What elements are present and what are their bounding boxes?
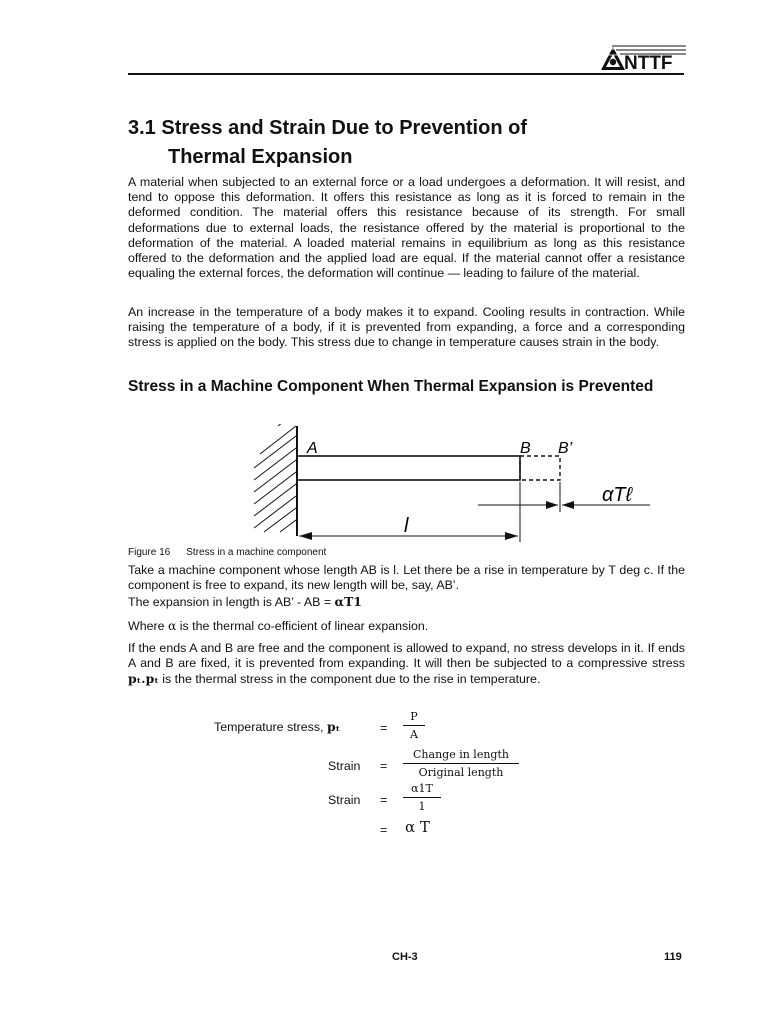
equals-4: = [380,823,388,837]
paragraph-1: A material when subjected to an external force or a load undergoes a deformation. It will resist, and tend to oppose this deformation. It offers this resistance as long as it is forced to remain in the deformed condition. The material offers this resistance because of its strength. For small deformations due to external loads, the resistance offered by the material is proportional to the deformation of the material. A loaded material remains in equilibrium as long as this resistance offered to the deformation and the applied load are equal. If the material cannot offer a resistance equaling the external forces, the deformation will continue — leading to failure of the material. [128,175,685,281]
expansion-expr: αT1 [334,594,362,609]
expansion-line [128,594,362,610]
equals-2: = [380,759,388,773]
footer-chapter: CH-3 [392,951,418,963]
equals-1: = [380,721,388,735]
label-b: B [520,440,531,457]
machine-component-figure [250,424,660,548]
fraction-1-denominator: A [410,728,418,741]
label-b-prime: B’ [558,440,573,457]
paragraph-4-b: is the thermal stress in the component due to the rise in temperature. [162,672,541,687]
final-result: α T [405,818,430,836]
fraction-alpha-l-t [403,782,441,813]
expansion-line-text: The expansion in length is AB’ - AB = [128,595,332,609]
paragraph-4 [128,641,685,688]
label-a: A [307,440,318,457]
header-rule [128,73,684,75]
temp-stress-label [214,719,340,734]
fraction-p-over-a [403,710,425,741]
fraction-2-denominator: Original length [418,766,504,779]
section-title [128,114,527,172]
fraction-3-denominator: 1 [418,800,426,813]
figure-caption [128,547,342,558]
figure-caption-number: Figure 16 [128,547,171,558]
label-l: l [404,515,409,537]
fraction-2-numerator: Change in length [403,748,519,764]
section-title-line2: Thermal Expansion [168,146,353,168]
logo-text: NTTF [624,53,673,74]
paragraph-3: Take a machine component whose length AB is l. Let there be a rise in temperature by T deg c. If the component is free to expand, its new length will be, say, AB’. [128,563,685,593]
where-prefix: Where [128,619,165,633]
nttf-logo [598,43,688,73]
where-line [128,618,428,634]
strain-label-1: Strain [328,759,361,773]
paragraph-2: An increase in the temperature of a body makes it to expand. Cooling results in contraction. While raising the temperature of a body, if it is prevented from expanding, a force and a corresponding stress is applied on the body. This stress due to change in temperature causes strain in the body. [128,305,685,350]
where-suffix: is the thermal co-efficient of linear expansion. [179,619,429,633]
strain-label-2: Strain [328,793,361,807]
paragraph-4-symbol: pₜ.pₜ [128,671,159,687]
subheading: Stress in a Machine Component When Thermal Expansion is Prevented [128,378,654,395]
fraction-change-over-original [403,748,519,779]
figure-caption-text: Stress in a machine component [186,547,327,558]
section-title-line1: 3.1 Stress and Strain Due to Prevention of [128,117,527,139]
label-alpha-t-l: αTℓ [602,484,633,506]
fraction-1-numerator: P [403,710,425,726]
footer-page-number: 119 [664,951,682,963]
equals-3: = [380,793,388,807]
where-symbol: α [167,618,177,633]
temp-stress-text: Temperature stress, [214,720,324,734]
temp-stress-symbol: pₜ [326,719,341,734]
fraction-3-numerator: α1T [403,782,441,798]
paragraph-4-a: If the ends A and B are free and the component is allowed to expand, no stress develops in it. If ends A and B are fixed, it is prevented from expanding. It will then be subjected to a compressive stress [128,641,685,671]
